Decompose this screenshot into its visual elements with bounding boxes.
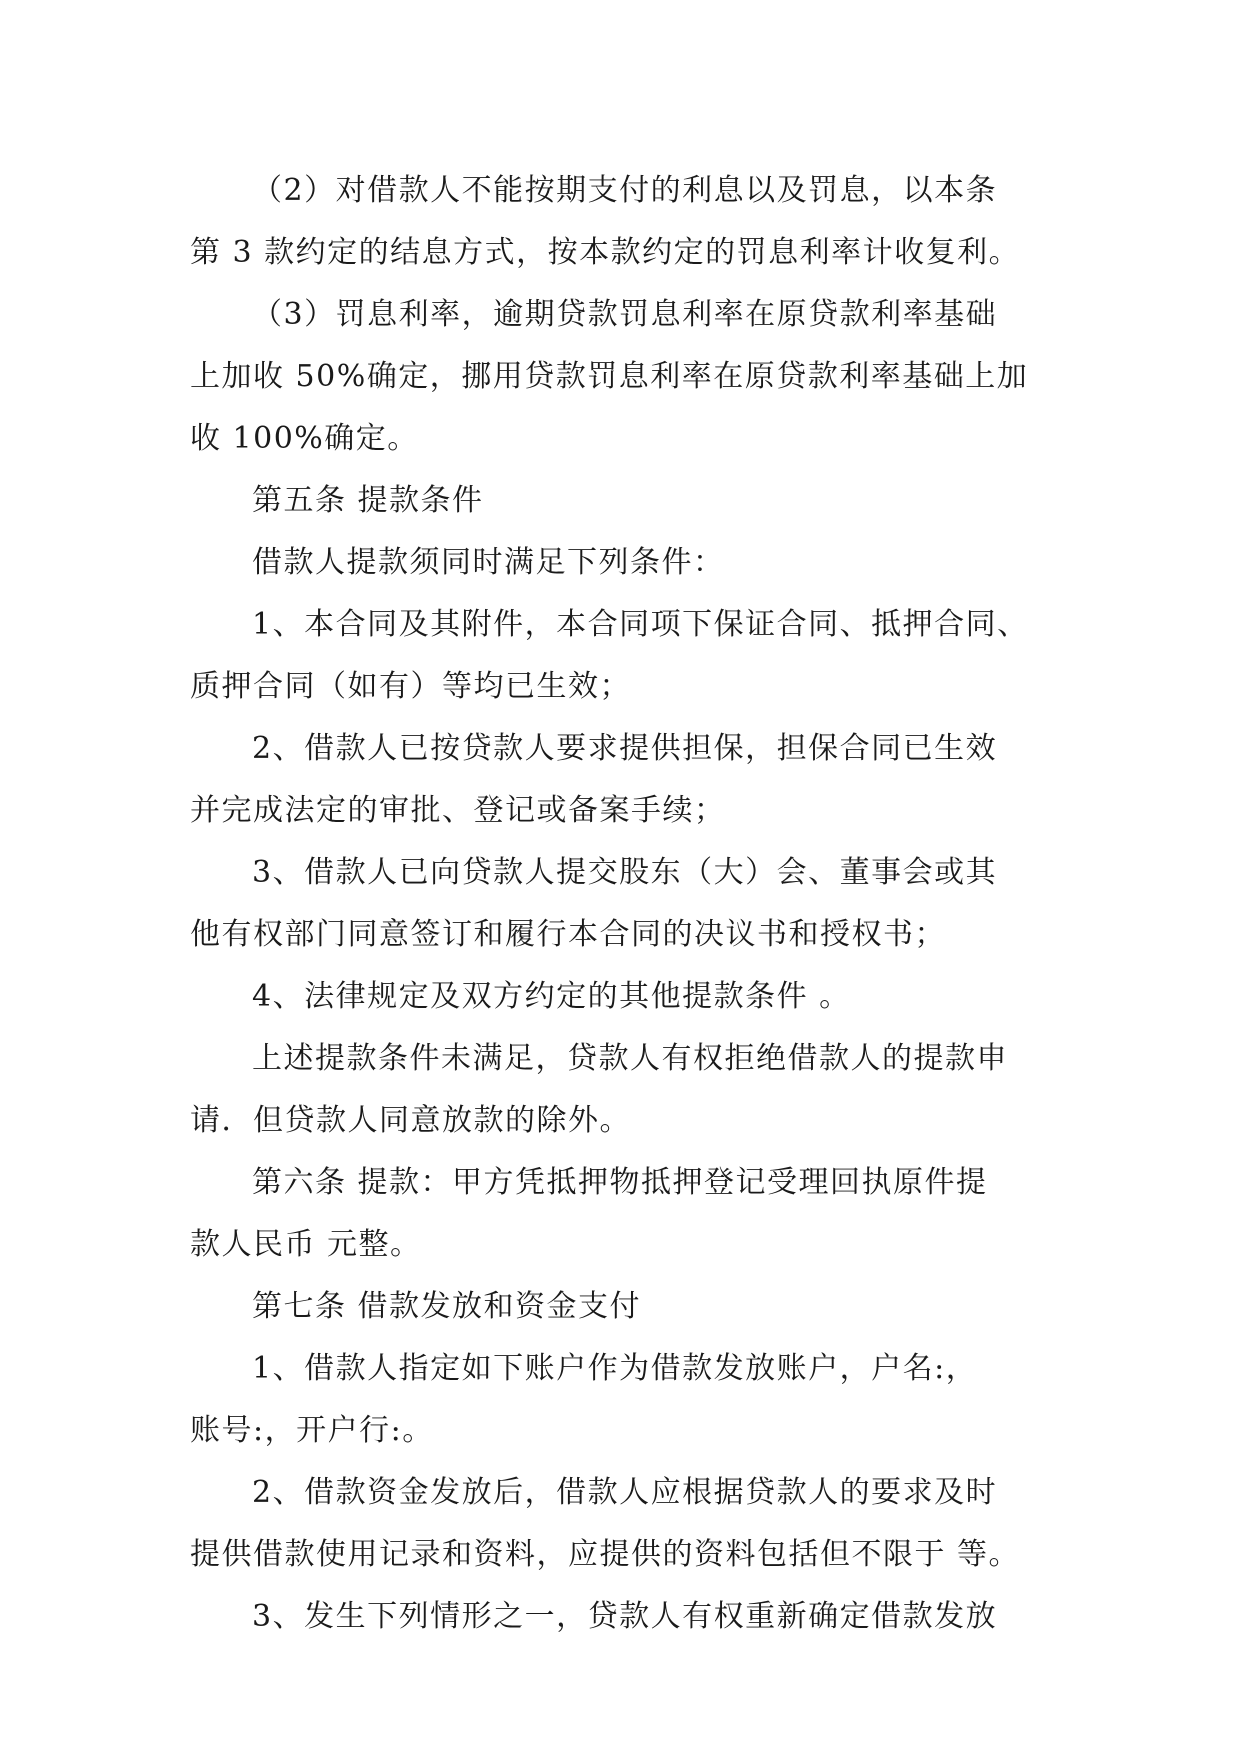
document-body xyxy=(190,160,1060,1648)
paragraph-line: 收 100%确定。 xyxy=(190,421,419,456)
paragraph-line: （2）对借款人不能按期支付的利息以及罚息，以本条 xyxy=(252,173,998,208)
list-item-line: 他有权部门同意签订和履行本合同的决议书和授权书； xyxy=(190,917,946,952)
list-item-line: 4、法律规定及双方约定的其他提款条件 。 xyxy=(252,979,851,1014)
paragraph-line: （3）罚息利率，逾期贷款罚息利率在原贷款利率基础 xyxy=(252,297,998,332)
list-item-line: 2、借款资金发放后，借款人应根据贷款人的要求及时 xyxy=(252,1475,998,1510)
list-item-line: 提供借款使用记录和资料，应提供的资料包括但不限于 等。 xyxy=(190,1537,1021,1572)
list-item-line: 1、借款人指定如下账户作为借款发放账户，户名:， xyxy=(252,1351,978,1386)
list-item-line: 质押合同（如有）等均已生效； xyxy=(190,669,631,704)
list-item-line: 并完成法定的审批、登记或备案手续； xyxy=(190,793,726,828)
list-item-line: 3、借款人已向贷款人提交股东（大）会、董事会或其 xyxy=(252,855,998,890)
list-item-line: 账号:，开户行:。 xyxy=(190,1413,434,1448)
list-item-line: 3、发生下列情形之一，贷款人有权重新确定借款发放 xyxy=(252,1599,998,1634)
section-heading: 第六条 提款：甲方凭抵押物抵押登记受理回执原件提 xyxy=(252,1165,988,1200)
paragraph-line: 第 3 款约定的结息方式，按本款约定的罚息利率计收复利。 xyxy=(190,235,1021,270)
section-heading: 第七条 借款发放和资金支付 xyxy=(252,1289,642,1324)
paragraph-line: 上述提款条件未满足，贷款人有权拒绝借款人的提款申 xyxy=(252,1041,1008,1076)
paragraph-line: 上加收 50%确定，挪用贷款罚息利率在原贷款利率基础上加 xyxy=(190,359,1029,394)
paragraph-line: 借款人提款须同时满足下列条件： xyxy=(252,545,725,580)
list-item-line: 2、借款人已按贷款人要求提供担保，担保合同已生效 xyxy=(252,731,998,766)
section-heading: 第五条 提款条件 xyxy=(252,483,484,518)
paragraph-line: 款人民币 元整。 xyxy=(190,1227,422,1262)
paragraph-line: 请．但贷款人同意放款的除外。 xyxy=(190,1103,631,1138)
list-item-line: 1、本合同及其附件，本合同项下保证合同、抵押合同、 xyxy=(252,607,1029,642)
